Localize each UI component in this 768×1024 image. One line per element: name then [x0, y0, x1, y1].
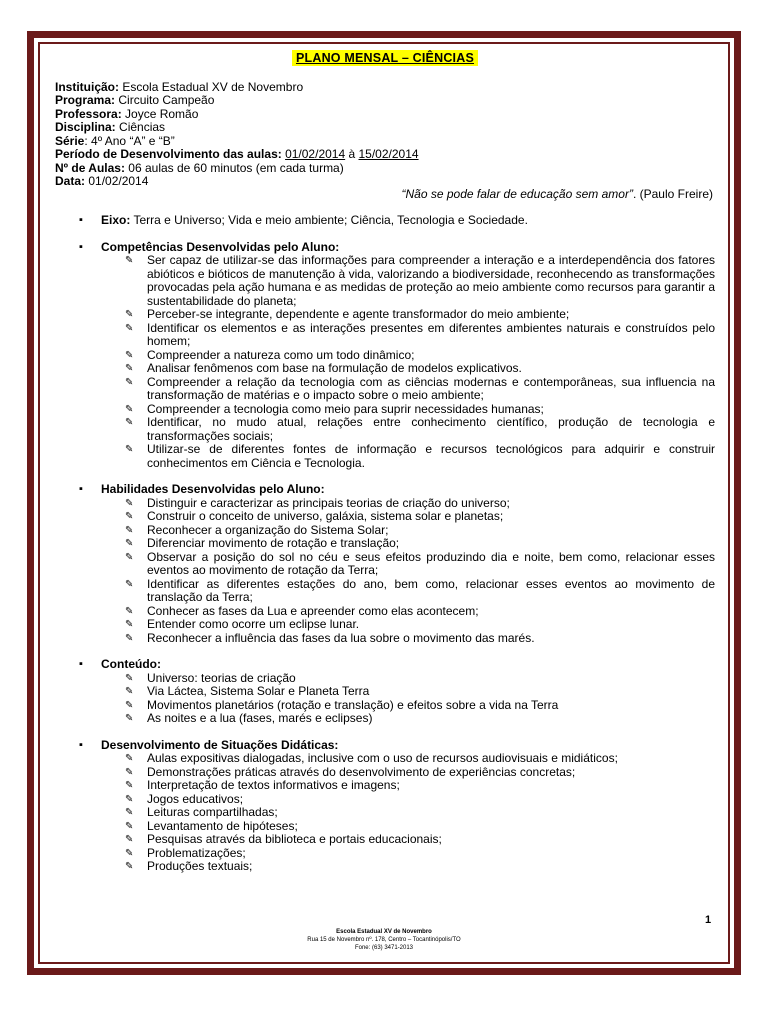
- pencil-bullet-icon: ✎: [125, 619, 134, 630]
- list-item: [101, 551, 715, 578]
- habilidades-heading: ▪ Habilidades Desenvolvidas pelo Aluno:: [101, 482, 325, 496]
- list-item: [101, 685, 715, 699]
- pencil-bullet-icon: ✎: [125, 511, 134, 522]
- pencil-bullet-icon: ✎: [125, 417, 134, 428]
- desenvolvimento-list: [101, 752, 715, 874]
- list-item-text: Ser capaz de utilizar-se das informações para compreender a interação e a interdependência dos fatores abióticos e bióticos de manutenção à vida, valorizando a biodiversidade, reconhecendo as transformações provocadas pela ação humana e as medidas de proteção ao meio ambiente como recursos para garantir a sustentabilidade do planeta;: [147, 253, 715, 308]
- info-value: Ciências: [115, 120, 166, 134]
- list-item-text: Leituras compartilhadas;: [147, 805, 278, 819]
- list-item-text: Analisar fenômenos com base na formulação de modelos explicativos.: [147, 361, 522, 375]
- list-item: [101, 712, 715, 726]
- quote-author: . (Paulo Freire): [632, 186, 713, 201]
- list-item: [101, 672, 715, 686]
- habilidades-list: [101, 497, 715, 646]
- section-conteudo: [55, 658, 715, 726]
- info-value: Circuito Campeão: [115, 93, 215, 107]
- pencil-bullet-icon: ✎: [125, 672, 134, 684]
- list-item: [101, 349, 715, 363]
- footer-phone: Fone: (63) 3471-2013: [354, 945, 414, 951]
- periodo-label: Período de Desenvolvimento das aulas:: [55, 147, 282, 161]
- list-item: [101, 510, 715, 524]
- list-item: [101, 362, 715, 376]
- footer: [250, 928, 518, 952]
- list-item-text: Levantamento de hipóteses;: [147, 818, 298, 833]
- pencil-bullet-icon: ✎: [125, 605, 134, 617]
- quote: [55, 188, 713, 202]
- periodo-connector: à: [345, 147, 359, 161]
- list-item: [101, 752, 715, 766]
- pencil-bullet-icon: ✎: [125, 551, 134, 563]
- list-item: [101, 497, 715, 511]
- pencil-bullet-icon: ✎: [125, 713, 134, 724]
- section-habilidades: [55, 483, 715, 645]
- list-item-text: Identificar os elementos e as interações presentes em diferentes ambientes naturais e construídos pelo homem;: [147, 320, 715, 348]
- list-item-text: Diferenciar movimento de rotação e translação;: [147, 536, 400, 550]
- periodo-end: 15/02/2014: [358, 147, 419, 161]
- list-item: [101, 416, 715, 443]
- list-item: [101, 605, 715, 619]
- info-aulas: [55, 162, 715, 176]
- pencil-bullet-icon: ✎: [125, 793, 134, 805]
- list-item-text: Reconhecer a organização do Sistema Solar;: [147, 522, 389, 537]
- list-item-text: Jogos educativos;: [147, 791, 244, 806]
- list-item: [101, 322, 715, 349]
- list-item: [101, 699, 715, 713]
- list-item-text: Pesquisas através da biblioteca e portais educacionais;: [147, 832, 442, 846]
- conteudo-list: [101, 672, 715, 726]
- pencil-bullet-icon: ✎: [125, 363, 134, 374]
- pencil-bullet-icon: ✎: [125, 497, 134, 509]
- list-item-text: Movimentos planetários (rotação e translação) e efeitos sobre a vida na Terra: [147, 697, 559, 712]
- list-item-text: Conhecer as fases da Lua e apreender como elas acontecem;: [147, 603, 479, 618]
- list-item-text: Reconhecer a influência das fases da lua sobre o movimento das marés.: [147, 630, 535, 645]
- pencil-bullet-icon: ✎: [125, 820, 134, 832]
- competencias-heading: ▪ Competências Desenvolvidas pelo Aluno:: [101, 239, 340, 254]
- info-label: Professora:: [55, 106, 122, 121]
- title-wrap: [55, 52, 715, 66]
- list-item: [101, 766, 715, 780]
- list-item-text: Perceber-se integrante, dependente e agente transformador do meio ambiente;: [147, 307, 570, 321]
- section-competencias: [55, 241, 715, 471]
- pencil-bullet-icon: ✎: [125, 632, 134, 644]
- quote-text: “Não se pode falar de educação sem amor”: [401, 186, 633, 201]
- info-value: : 4º Ano “A” e “B”: [84, 133, 175, 148]
- aulas-label: Nº de Aulas:: [55, 160, 125, 175]
- info-professora: [55, 108, 715, 122]
- list-item-text: Problematizações;: [147, 845, 246, 860]
- pencil-bullet-icon: ✎: [125, 847, 134, 859]
- pencil-bullet-icon: ✎: [125, 807, 134, 818]
- pencil-bullet-icon: ✎: [125, 861, 134, 872]
- pencil-bullet-icon: ✎: [125, 699, 134, 711]
- periodo-start: 01/02/2014: [285, 147, 346, 161]
- info-label: Programa:: [55, 93, 116, 107]
- footer-address: Rua 15 de Novembro nº. 178, Centro – Tocantinópolis/TO: [307, 937, 461, 943]
- info-periodo: [55, 148, 715, 162]
- list-item-text: Universo: teorias de criação: [147, 670, 296, 685]
- pencil-bullet-icon: ✎: [125, 322, 134, 334]
- pencil-bullet-icon: ✎: [125, 686, 134, 697]
- data-value: 01/02/2014: [85, 174, 149, 188]
- eixo-value: Terra e Universo; Vida e meio ambiente; Ciência, Tecnologia e Sociedade.: [130, 213, 528, 227]
- pencil-bullet-icon: ✎: [125, 255, 134, 266]
- list-item-text: Entender como ocorre um eclipse lunar.: [147, 617, 360, 631]
- pencil-bullet-icon: ✎: [125, 766, 134, 778]
- info-disciplina: [55, 121, 715, 135]
- list-item: [101, 537, 715, 551]
- page-number: 1: [705, 914, 712, 926]
- info-serie: [55, 135, 715, 149]
- footer-school-name: Escola Estadual XV de Novembro: [336, 929, 432, 935]
- list-item: [101, 806, 715, 820]
- aulas-value: 06 aulas de 60 minutos (em cada turma): [124, 160, 344, 175]
- list-item: [101, 443, 715, 470]
- info-value: Joyce Romão: [121, 106, 199, 121]
- pencil-bullet-icon: ✎: [125, 753, 134, 764]
- pencil-bullet-icon: ✎: [125, 403, 134, 415]
- info-programa: [55, 94, 715, 108]
- list-item-text: Identificar as diferentes estações do ano, bem como, relacionar esses eventos ao movimento de translação da Terra;: [147, 576, 715, 604]
- document-page: [55, 52, 715, 887]
- list-item-text: Via Láctea, Sistema Solar e Planeta Terra: [147, 684, 370, 698]
- info-label: Série: [55, 133, 85, 148]
- list-item: [101, 632, 715, 646]
- list-item-text: Compreender a tecnologia como meio para suprir necessidades humanas;: [147, 401, 544, 416]
- list-item: [101, 833, 715, 847]
- list-item: [101, 308, 715, 322]
- list-item-text: Compreender a natureza como um todo dinâmico;: [147, 347, 415, 362]
- info-label: Disciplina:: [55, 120, 116, 134]
- list-item: [101, 403, 715, 417]
- data-label: Data:: [55, 174, 86, 188]
- list-item-text: Utilizar-se de diferentes fontes de informação e recursos tecnológicos para adquirir e construir conhecimentos em Ciência e Tecnologia.: [147, 442, 715, 470]
- desenvolvimento-heading: ▪ Desenvolvimento de Situações Didáticas:: [101, 737, 339, 752]
- list-item: [101, 779, 715, 793]
- section-eixo: [55, 214, 715, 228]
- list-item: [101, 860, 715, 874]
- section-desenvolvimento: [55, 739, 715, 874]
- list-item-text: Identificar, no mudo atual, relações entre conhecimento científico, produção de tecnologia e transformações sociais;: [147, 415, 715, 443]
- list-item-text: Compreender a relação da tecnologia com as ciências modernas e contemporâneas, sua influencia na transformação de matérias e o impacto sobre o meio ambiente;: [147, 374, 715, 402]
- pencil-bullet-icon: ✎: [125, 444, 134, 455]
- list-item: [101, 820, 715, 834]
- list-item: [101, 376, 715, 403]
- sections-list: [55, 214, 715, 874]
- list-item-text: Demonstrações práticas através do desenvolvimento de experiências concretas;: [147, 764, 576, 779]
- document-title: PLANO MENSAL – CIÊNCIAS: [292, 50, 478, 66]
- list-item: [101, 524, 715, 538]
- list-item: [101, 847, 715, 861]
- list-item-text: As noites e a lua (fases, marés e eclipses): [147, 711, 373, 725]
- pencil-bullet-icon: ✎: [125, 376, 134, 388]
- pencil-bullet-icon: ✎: [125, 578, 134, 590]
- list-item-text: Distinguir e caracterizar as principais teorias de criação do universo;: [147, 495, 510, 510]
- list-item-text: Observar a posição do sol no céu e seus efeitos produzindo dia e noite, bem como, relacionar esses eventos ao movimento de rotação da Terra;: [147, 549, 715, 577]
- competencias-list: [101, 254, 715, 470]
- conteudo-heading: ▪ Conteúdo:: [101, 657, 161, 671]
- list-item: [101, 793, 715, 807]
- info-instituicao: [55, 81, 715, 95]
- info-block: [55, 81, 715, 202]
- list-item: [101, 618, 715, 632]
- pencil-bullet-icon: ✎: [125, 309, 134, 320]
- info-label: Instituição:: [55, 79, 120, 94]
- eixo-label: Eixo:: [101, 213, 131, 227]
- pencil-bullet-icon: ✎: [125, 538, 134, 549]
- list-item-text: Construir o conceito de universo, galáxia, sistema solar e planetas;: [147, 509, 504, 523]
- pencil-bullet-icon: ✎: [125, 349, 134, 361]
- list-item-text: Aulas expositivas dialogadas, inclusive com o uso de recursos audiovisuais e midiáticos;: [147, 751, 618, 765]
- pencil-bullet-icon: ✎: [125, 780, 134, 791]
- list-item-text: Produções textuais;: [147, 859, 253, 873]
- pencil-bullet-icon: ✎: [125, 834, 134, 845]
- list-item: [101, 578, 715, 605]
- pencil-bullet-icon: ✎: [125, 524, 134, 536]
- info-value: Escola Estadual XV de Novembro: [119, 79, 304, 94]
- list-item: [101, 254, 715, 308]
- list-item-text: Interpretação de textos informativos e imagens;: [147, 778, 400, 792]
